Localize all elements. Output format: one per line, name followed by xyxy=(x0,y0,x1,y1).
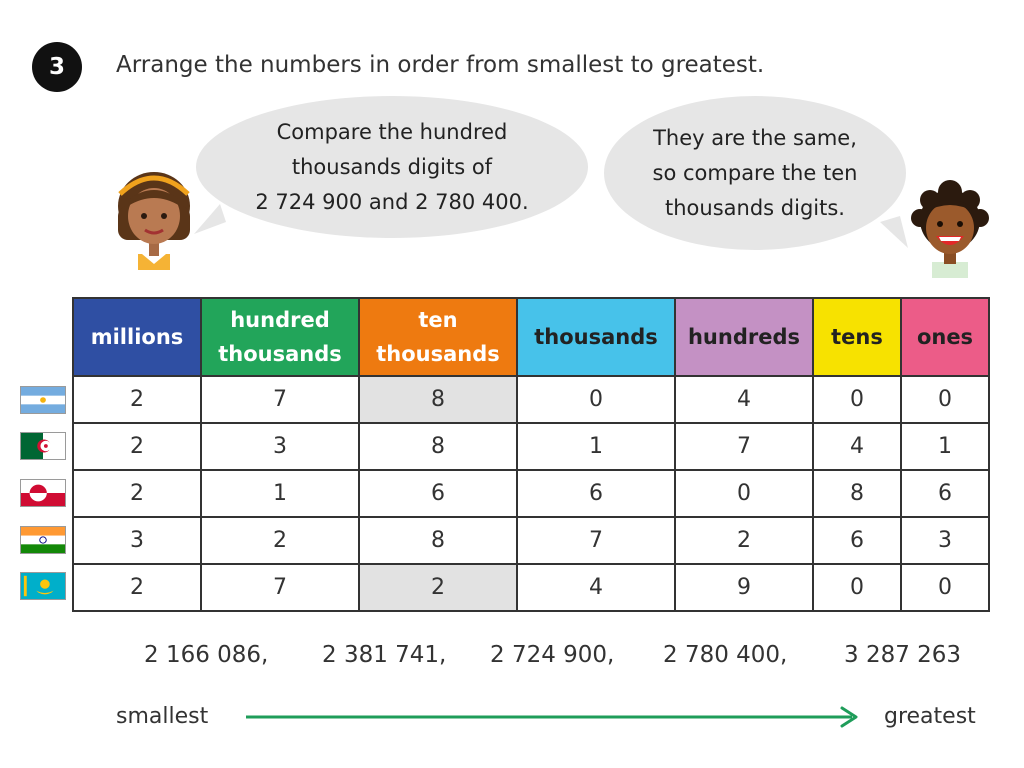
digit-cell: 7 xyxy=(675,423,813,470)
right-bubble-line-1: They are the same, xyxy=(653,125,857,150)
header-hundreds xyxy=(675,298,813,376)
header-ten-thousands-line-2: thousands xyxy=(376,342,500,366)
left-bubble-line-1: Compare the hundred xyxy=(276,119,508,144)
header-ones xyxy=(901,298,989,376)
digit-cell: 1 xyxy=(901,423,989,470)
ordered-number-4: 2 780 400, xyxy=(663,642,788,668)
digit-cell: 3 xyxy=(201,423,359,470)
boy-avatar xyxy=(908,178,992,278)
ordered-number-2: 2 381 741, xyxy=(322,642,447,668)
digit-cell: 6 xyxy=(813,517,901,564)
header-hundreds-label: hundreds xyxy=(687,325,800,349)
digit-cell: 8 xyxy=(813,470,901,517)
question-number: 3 xyxy=(48,54,65,80)
header-millions-label: millions xyxy=(90,325,184,349)
digit-cell: 0 xyxy=(901,564,989,611)
digit-cell: 7 xyxy=(517,517,675,564)
header-hundred-thousands-line-2: thousands xyxy=(218,342,342,366)
digit-cell: 2 xyxy=(73,470,201,517)
left-speech-bubble xyxy=(196,96,588,238)
digit-cell: 0 xyxy=(813,376,901,423)
header-tens xyxy=(813,298,901,376)
table-row xyxy=(73,564,989,611)
greenland-flag-icon xyxy=(20,479,66,507)
ordered-number-5: 3 287 263 xyxy=(844,642,962,668)
digit-cell: 3 xyxy=(73,517,201,564)
argentina-flag-icon xyxy=(20,386,66,414)
header-hundred-thousands xyxy=(201,298,359,376)
table-row xyxy=(73,423,989,470)
digit-cell: 7 xyxy=(201,564,359,611)
question-text: Arrange the numbers in order from smallest to greatest. xyxy=(116,52,765,78)
digit-cell: 4 xyxy=(517,564,675,611)
digit-cell: 6 xyxy=(901,470,989,517)
left-bubble-line-3: 2 724 900 and 2 780 400. xyxy=(255,189,529,214)
algeria-flag-icon xyxy=(20,432,66,460)
header-ten-thousands xyxy=(359,298,517,376)
header-ones-label: ones xyxy=(916,325,974,349)
digit-cell: 1 xyxy=(201,470,359,517)
header-thousands-label: thousands xyxy=(534,325,658,349)
digit-cell: 0 xyxy=(675,470,813,517)
digit-cell: 6 xyxy=(517,470,675,517)
left-bubble-line-2: thousands digits of xyxy=(291,154,493,179)
digit-cell: 0 xyxy=(813,564,901,611)
header-tens-label: tens xyxy=(831,325,883,349)
header-ten-thousands-line-1: ten xyxy=(418,308,458,332)
place-value-table xyxy=(72,297,990,612)
digit-cell: 2 xyxy=(73,423,201,470)
digit-cell: 3 xyxy=(901,517,989,564)
question-number-badge xyxy=(32,42,82,92)
digit-cell: 0 xyxy=(517,376,675,423)
header-thousands xyxy=(517,298,675,376)
india-flag-icon xyxy=(20,526,66,554)
digit-cell-highlighted: 8 xyxy=(359,376,517,423)
header-hundred-thousands-line-1: hundred xyxy=(230,308,330,332)
right-arrow-icon xyxy=(244,704,864,730)
right-bubble-line-2: so compare the ten xyxy=(652,160,858,185)
digit-cell: 4 xyxy=(675,376,813,423)
digit-cell: 0 xyxy=(901,376,989,423)
table-row xyxy=(73,517,989,564)
digit-cell: 7 xyxy=(201,376,359,423)
digit-cell: 6 xyxy=(359,470,517,517)
digit-cell: 2 xyxy=(675,517,813,564)
ordered-number-3: 2 724 900, xyxy=(490,642,615,668)
greatest-label: greatest xyxy=(884,704,976,729)
digit-cell: 2 xyxy=(201,517,359,564)
digit-cell: 8 xyxy=(359,517,517,564)
digit-cell: 4 xyxy=(813,423,901,470)
digit-cell: 8 xyxy=(359,423,517,470)
header-millions xyxy=(73,298,201,376)
digit-cell: 9 xyxy=(675,564,813,611)
table-header-row xyxy=(73,298,989,376)
digit-cell: 1 xyxy=(517,423,675,470)
right-bubble-line-3: thousands digits. xyxy=(665,195,845,220)
girl-avatar xyxy=(112,166,196,270)
digit-cell-highlighted: 2 xyxy=(359,564,517,611)
digit-cell: 2 xyxy=(73,376,201,423)
right-speech-bubble xyxy=(604,96,906,250)
digit-cell: 2 xyxy=(73,564,201,611)
kazakhstan-flag-icon xyxy=(20,572,66,600)
table-row xyxy=(73,376,989,423)
ordered-number-1: 2 166 086, xyxy=(144,642,269,668)
left-bubble-tail xyxy=(186,200,226,240)
table-row xyxy=(73,470,989,517)
smallest-label: smallest xyxy=(116,704,209,729)
